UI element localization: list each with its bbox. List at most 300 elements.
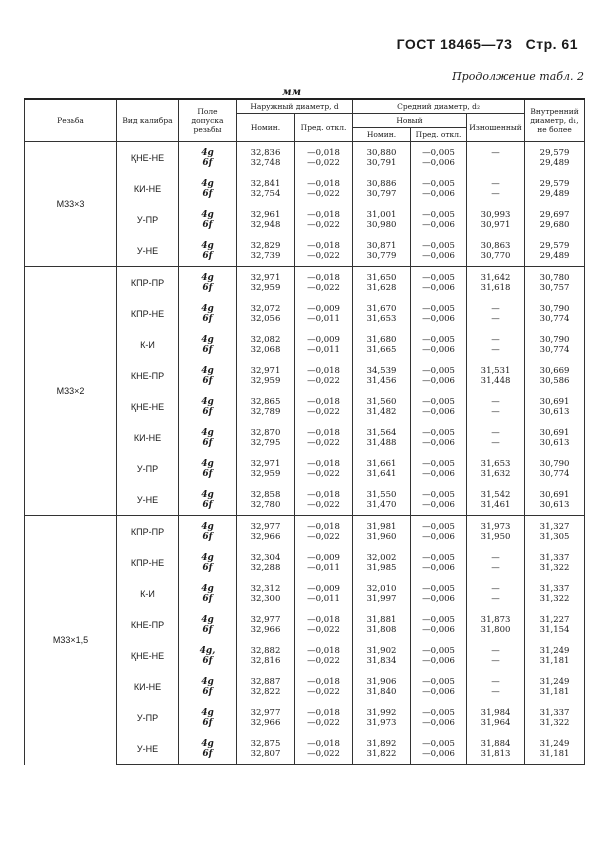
mean-worn-value: — (491, 583, 500, 594)
outer-nominal-cell (237, 547, 295, 578)
col-outer-dev-header: Пред. откл. (295, 114, 353, 142)
outer-deviation-cell (295, 453, 353, 484)
mean-worn-cell (467, 453, 525, 484)
outer-nominal-value: 32,068 (250, 344, 281, 355)
mean-nominal-value: 31,960 (366, 531, 397, 542)
inner-diameter-value: 30,669 (539, 365, 570, 376)
mean-nominal-value: 31,973 (366, 717, 397, 728)
outer-deviation-value: —0,018 (307, 427, 340, 438)
mean-nominal-value: 31,665 (366, 344, 397, 355)
mean-deviation-cell (411, 329, 467, 360)
mean-deviation-cell (411, 547, 467, 578)
outer-nominal-cell (237, 360, 295, 391)
mean-worn-value (469, 158, 522, 168)
inner-diameter-value: 30,790 (539, 458, 570, 469)
outer-deviation-value: —0,022 (307, 406, 340, 417)
col-outer-header: Наружный диаметр, d (237, 99, 353, 114)
mean-deviation-value: —0,005 (422, 458, 455, 469)
col-outer-nom-header: Номин. (237, 114, 295, 142)
outer-nominal-value: 32,865 (250, 396, 281, 407)
tolerance-cell (179, 422, 237, 453)
inner-diameter-value: 31,322 (539, 562, 570, 573)
mean-worn-value: — (491, 676, 500, 687)
mean-worn-value: 31,964 (480, 717, 511, 728)
mean-nominal-value: 30,886 (366, 178, 397, 189)
tolerance-cell (179, 235, 237, 267)
outer-nominal-cell (237, 453, 295, 484)
outer-deviation-value: —0,009 (307, 334, 340, 345)
mean-nominal-value: 31,650 (366, 272, 397, 283)
mean-nominal-value: 34,539 (366, 365, 397, 376)
inner-diameter-cell (525, 516, 585, 548)
mean-deviation-value: —0,005 (422, 209, 455, 220)
tolerance-value: 4g (201, 178, 214, 189)
mean-nominal-cell (353, 422, 411, 453)
tolerance-value: 6f (202, 593, 213, 604)
gauge-type-cell: К-И (117, 578, 179, 609)
outer-deviation-cell (295, 298, 353, 329)
gauge-type-cell: У-НЕ (117, 484, 179, 516)
outer-nominal-value: 32,748 (250, 157, 281, 168)
mean-deviation-cell (411, 391, 467, 422)
outer-deviation-cell (295, 640, 353, 671)
tolerance-value: 6f (202, 437, 213, 448)
tolerance-value: 6f (202, 531, 213, 542)
mean-worn-value: 31,542 (480, 489, 511, 500)
mean-worn-value: 31,973 (480, 521, 511, 532)
gauge-type-cell: КПР-ПР (117, 267, 179, 299)
table-row (25, 516, 585, 548)
mean-deviation-value: —0,006 (422, 250, 455, 261)
inner-diameter-cell (525, 640, 585, 671)
mean-deviation-value: —0,006 (422, 344, 455, 355)
mean-worn-value: — (491, 344, 500, 355)
tolerance-value: 6f (202, 406, 213, 417)
inner-diameter-value: 31,181 (539, 686, 570, 697)
mean-nominal-value: 31,892 (366, 738, 397, 749)
mean-worn-value: 30,863 (480, 240, 511, 251)
outer-deviation-cell (295, 578, 353, 609)
mean-worn-cell (467, 733, 525, 765)
outer-nominal-value: 32,959 (250, 282, 281, 293)
mean-worn-value: 31,800 (480, 624, 511, 635)
outer-deviation-value: —0,018 (307, 458, 340, 469)
inner-diameter-value: 29,489 (539, 188, 570, 199)
mean-deviation-cell (411, 733, 467, 765)
mean-worn-value: — (491, 396, 500, 407)
outer-nominal-cell (237, 516, 295, 548)
mean-worn-cell (467, 484, 525, 516)
outer-nominal-value: 32,288 (250, 562, 281, 573)
tolerance-value: 4g (201, 272, 214, 283)
mean-worn-value: — (491, 552, 500, 563)
outer-deviation-value: —0,022 (307, 219, 340, 230)
outer-deviation-cell (295, 547, 353, 578)
mean-deviation-cell (411, 204, 467, 235)
mean-nominal-value: 31,992 (366, 707, 397, 718)
inner-diameter-value: 31,305 (539, 531, 570, 542)
mean-worn-value: 31,618 (480, 282, 511, 293)
col-mean-nom-header: Номин. (353, 128, 411, 142)
table-row (25, 267, 585, 299)
mean-nominal-cell (353, 733, 411, 765)
tolerance-value: 4g (201, 552, 214, 563)
outer-nominal-cell (237, 609, 295, 640)
mean-deviation-cell (411, 142, 467, 174)
tolerance-cell (179, 516, 237, 548)
tolerance-value: 6f (202, 344, 213, 355)
outer-nominal-value: 32,966 (250, 531, 281, 542)
mean-worn-cell (467, 173, 525, 204)
outer-deviation-cell (295, 671, 353, 702)
outer-nominal-value: 32,304 (250, 552, 281, 563)
tolerance-value: 6f (202, 499, 213, 510)
outer-deviation-value: —0,018 (307, 272, 340, 283)
outer-deviation-value: —0,018 (307, 707, 340, 718)
mean-worn-cell (467, 640, 525, 671)
tolerance-value: 6f (202, 686, 213, 697)
mean-nominal-cell (353, 547, 411, 578)
outer-deviation-value: —0,018 (307, 676, 340, 687)
table-continuation-note: Продолжение табл. 2 (452, 70, 584, 83)
mean-worn-cell (467, 422, 525, 453)
mean-nominal-value: 31,470 (366, 499, 397, 510)
outer-deviation-value: —0,018 (307, 521, 340, 532)
outer-deviation-cell (295, 235, 353, 267)
tolerance-cell (179, 547, 237, 578)
mean-deviation-value: —0,006 (422, 282, 455, 293)
col-mean-dev-header: Пред. откл. (411, 128, 467, 142)
inner-diameter-value: 30,774 (539, 468, 570, 479)
outer-deviation-value: —0,018 (307, 365, 340, 376)
mean-worn-cell (467, 609, 525, 640)
tolerance-value: 4g, (199, 645, 216, 656)
mean-deviation-value: —0,006 (422, 686, 455, 697)
gauge-type-cell: КИ-НЕ (117, 422, 179, 453)
mean-nominal-cell (353, 671, 411, 702)
mean-deviation-value: —0,005 (422, 334, 455, 345)
outer-nominal-value: 32,739 (250, 250, 281, 261)
mean-worn-value: — (491, 645, 500, 656)
outer-deviation-value: —0,018 (307, 645, 340, 656)
mean-deviation-cell (411, 453, 467, 484)
mean-worn-value: — (491, 313, 500, 324)
mean-nominal-cell (353, 267, 411, 299)
outer-nominal-value: 32,858 (250, 489, 281, 500)
tolerance-value: 4g (201, 240, 214, 251)
mean-deviation-value: —0,006 (422, 406, 455, 417)
inner-diameter-value: 29,579 (539, 178, 570, 189)
mean-deviation-value: —0,006 (422, 748, 455, 759)
outer-nominal-value: 32,312 (250, 583, 281, 594)
inner-diameter-cell (525, 391, 585, 422)
tolerance-cell (179, 360, 237, 391)
mean-worn-value: — (491, 427, 500, 438)
inner-diameter-value: 30,774 (539, 313, 570, 324)
mean-deviation-value: —0,005 (422, 240, 455, 251)
tolerance-value: 4g (201, 427, 214, 438)
inner-diameter-value: 29,680 (539, 219, 570, 230)
outer-deviation-value: —0,022 (307, 531, 340, 542)
tolerance-value: 6f (202, 562, 213, 573)
col-mean-new-header: Новый (353, 114, 467, 128)
outer-deviation-cell (295, 702, 353, 733)
tolerance-cell (179, 298, 237, 329)
inner-diameter-value: 31,181 (539, 655, 570, 666)
outer-deviation-value: —0,022 (307, 375, 340, 386)
outer-deviation-value: —0,018 (307, 147, 340, 158)
outer-nominal-value: 32,789 (250, 406, 281, 417)
inner-diameter-value: 31,249 (539, 738, 570, 749)
inner-diameter-value: 30,613 (539, 406, 570, 417)
col-mean-worn-header: Изношенный (467, 114, 525, 142)
outer-nominal-value: 32,836 (250, 147, 281, 158)
mean-nominal-value: 32,010 (366, 583, 397, 594)
mean-nominal-value: 31,641 (366, 468, 397, 479)
mean-deviation-cell (411, 298, 467, 329)
mean-worn-cell (467, 578, 525, 609)
mean-nominal-value: 31,906 (366, 676, 397, 687)
mean-nominal-cell (353, 609, 411, 640)
tolerance-value: 4g (201, 614, 214, 625)
gauge-type-cell: У-НЕ (117, 733, 179, 765)
inner-diameter-value: 30,790 (539, 334, 570, 345)
mean-nominal-cell (353, 360, 411, 391)
outer-deviation-value: —0,022 (307, 157, 340, 168)
tolerance-value: 4g (201, 209, 214, 220)
outer-deviation-value: —0,018 (307, 738, 340, 749)
mean-deviation-value: —0,005 (422, 645, 455, 656)
units-label: мм (282, 87, 302, 98)
gauge-type-cell: У-НЕ (117, 235, 179, 267)
outer-nominal-value: 32,841 (250, 178, 281, 189)
inner-diameter-value: 29,579 (539, 240, 570, 251)
outer-nominal-value: 32,875 (250, 738, 281, 749)
mean-nominal-cell (353, 453, 411, 484)
gauge-type-cell: ҚНЕ-НЕ (117, 640, 179, 671)
mean-worn-value: 31,950 (480, 531, 511, 542)
tolerance-value: 6f (202, 717, 213, 728)
mean-deviation-value: —0,005 (422, 147, 455, 158)
inner-diameter-value: 30,691 (539, 489, 570, 500)
outer-nominal-value: 32,816 (250, 655, 281, 666)
inner-diameter-value: 30,774 (539, 344, 570, 355)
tolerance-value: 6f (202, 468, 213, 479)
outer-nominal-cell (237, 702, 295, 733)
page-number: Стр. 61 (525, 36, 578, 52)
inner-diameter-value: 30,613 (539, 499, 570, 510)
tolerance-value: 4g (201, 458, 214, 469)
outer-deviation-value: —0,011 (307, 313, 340, 324)
mean-worn-value: 31,653 (480, 458, 511, 469)
inner-diameter-cell (525, 702, 585, 733)
outer-deviation-value: —0,022 (307, 624, 340, 635)
standard-number: ГОСТ 18465—73 (396, 36, 513, 52)
mean-deviation-value: —0,005 (422, 552, 455, 563)
outer-nominal-value: 32,977 (250, 521, 281, 532)
outer-deviation-value: —0,018 (307, 178, 340, 189)
outer-deviation-cell (295, 142, 353, 174)
outer-nominal-value: 32,977 (250, 707, 281, 718)
mean-deviation-cell (411, 173, 467, 204)
tolerance-cell (179, 453, 237, 484)
tolerance-value: 6f (202, 188, 213, 199)
outer-nominal-value: 32,971 (250, 272, 281, 283)
outer-nominal-cell (237, 267, 295, 299)
mean-deviation-value: —0,005 (422, 396, 455, 407)
mean-nominal-value: 31,001 (366, 209, 397, 220)
inner-diameter-cell (525, 422, 585, 453)
mean-worn-value: 30,993 (480, 209, 511, 220)
mean-worn-value: — (491, 655, 500, 666)
outer-nominal-value: 32,870 (250, 427, 281, 438)
tolerance-value: 6f (202, 313, 213, 324)
tolerance-cell (179, 329, 237, 360)
mean-nominal-cell (353, 516, 411, 548)
outer-nominal-value: 32,780 (250, 499, 281, 510)
outer-nominal-value: 32,966 (250, 717, 281, 728)
mean-worn-value: 30,971 (480, 219, 511, 230)
thread-size-cell: М33×1,5 (25, 516, 117, 765)
gauge-type-cell: КПР-ПР (117, 516, 179, 548)
mean-nominal-value: 31,680 (366, 334, 397, 345)
mean-nominal-value: 31,997 (366, 593, 397, 604)
tolerance-cell (179, 640, 237, 671)
mean-deviation-value: —0,005 (422, 365, 455, 376)
outer-deviation-cell (295, 173, 353, 204)
mean-worn-cell (467, 671, 525, 702)
inner-diameter-value: 30,790 (539, 303, 570, 314)
mean-worn-value: — (491, 593, 500, 604)
thread-gauge-table (24, 98, 585, 765)
mean-deviation-value: —0,005 (422, 676, 455, 687)
mean-worn-value: — (491, 406, 500, 417)
mean-nominal-value: 31,981 (366, 521, 397, 532)
outer-deviation-cell (295, 329, 353, 360)
tolerance-value: 4g (201, 489, 214, 500)
mean-deviation-cell (411, 578, 467, 609)
gauge-type-cell: У-ПР (117, 702, 179, 733)
outer-deviation-value: —0,022 (307, 188, 340, 199)
tolerance-value: 4g (201, 707, 214, 718)
mean-deviation-value: —0,006 (422, 437, 455, 448)
outer-nominal-cell (237, 733, 295, 765)
inner-diameter-cell (525, 578, 585, 609)
inner-diameter-cell (525, 671, 585, 702)
outer-deviation-value: —0,022 (307, 655, 340, 666)
inner-diameter-value: 31,322 (539, 593, 570, 604)
mean-deviation-cell (411, 235, 467, 267)
inner-diameter-value: 31,249 (539, 645, 570, 656)
tolerance-value: 6f (202, 250, 213, 261)
tolerance-value: 4g (201, 147, 214, 158)
outer-nominal-cell (237, 329, 295, 360)
mean-nominal-cell (353, 235, 411, 267)
col-tolerance-header: Поле допуска резьбы (179, 99, 237, 142)
mean-nominal-value: 31,653 (366, 313, 397, 324)
tolerance-value: 4g (201, 303, 214, 314)
outer-nominal-cell (237, 422, 295, 453)
mean-nominal-cell (353, 173, 411, 204)
mean-nominal-value: 31,902 (366, 645, 397, 656)
outer-deviation-value: —0,022 (307, 468, 340, 479)
mean-worn-value: 31,813 (480, 748, 511, 759)
outer-nominal-cell (237, 173, 295, 204)
table-row (25, 142, 585, 174)
tolerance-value: 6f (202, 157, 213, 168)
outer-nominal-value: 32,754 (250, 188, 281, 199)
mean-nominal-value: 31,881 (366, 614, 397, 625)
mean-deviation-value: —0,005 (422, 614, 455, 625)
outer-deviation-value: —0,011 (307, 593, 340, 604)
mean-nominal-value: 30,791 (366, 157, 397, 168)
mean-worn-value: 30,770 (480, 250, 511, 261)
mean-nominal-value: 31,564 (366, 427, 397, 438)
mean-deviation-value: —0,005 (422, 303, 455, 314)
col-gauge-header: Вид калибра (117, 99, 179, 142)
inner-diameter-value: 30,780 (539, 272, 570, 283)
outer-nominal-value: 32,887 (250, 676, 281, 687)
outer-nominal-value: 32,056 (250, 313, 281, 324)
outer-deviation-value: —0,009 (307, 552, 340, 563)
inner-diameter-value: 30,691 (539, 427, 570, 438)
tolerance-cell (179, 702, 237, 733)
mean-nominal-value: 31,834 (366, 655, 397, 666)
mean-nominal-value: 30,980 (366, 219, 397, 230)
outer-nominal-value: 32,966 (250, 624, 281, 635)
tolerance-cell (179, 391, 237, 422)
mean-deviation-value: —0,006 (422, 624, 455, 635)
outer-deviation-cell (295, 360, 353, 391)
mean-worn-value: 31,873 (480, 614, 511, 625)
gauge-type-cell: КНЕ-ПР (117, 609, 179, 640)
mean-worn-cell (467, 142, 525, 174)
mean-deviation-value: —0,006 (422, 531, 455, 542)
mean-worn-cell (467, 298, 525, 329)
inner-diameter-value: 30,691 (539, 396, 570, 407)
mean-deviation-value: —0,005 (422, 427, 455, 438)
gauge-type-cell: ҚНЕ-НЕ (117, 391, 179, 422)
tolerance-cell (179, 204, 237, 235)
outer-nominal-value: 32,807 (250, 748, 281, 759)
outer-deviation-value: —0,018 (307, 396, 340, 407)
mean-worn-value: 31,632 (480, 468, 511, 479)
inner-diameter-value: 29,489 (539, 157, 570, 168)
mean-nominal-value: 31,456 (366, 375, 397, 386)
inner-diameter-cell (525, 733, 585, 765)
thread-size-cell: М33×2 (25, 267, 117, 516)
outer-nominal-cell (237, 204, 295, 235)
mean-worn-value: — (491, 188, 500, 199)
inner-diameter-cell (525, 173, 585, 204)
mean-worn-value: 31,884 (480, 738, 511, 749)
inner-diameter-cell (525, 298, 585, 329)
mean-worn-value: — (491, 562, 500, 573)
inner-diameter-cell (525, 267, 585, 299)
outer-deviation-cell (295, 391, 353, 422)
inner-diameter-value: 29,697 (539, 209, 570, 220)
outer-nominal-value: 32,829 (250, 240, 281, 251)
outer-deviation-cell (295, 422, 353, 453)
mean-deviation-cell (411, 360, 467, 391)
outer-nominal-value: 32,971 (250, 458, 281, 469)
mean-nominal-cell (353, 702, 411, 733)
mean-worn-value: 31,984 (480, 707, 511, 718)
outer-deviation-cell (295, 204, 353, 235)
inner-diameter-cell (525, 484, 585, 516)
mean-nominal-value: 31,670 (366, 303, 397, 314)
mean-deviation-value: —0,005 (422, 178, 455, 189)
